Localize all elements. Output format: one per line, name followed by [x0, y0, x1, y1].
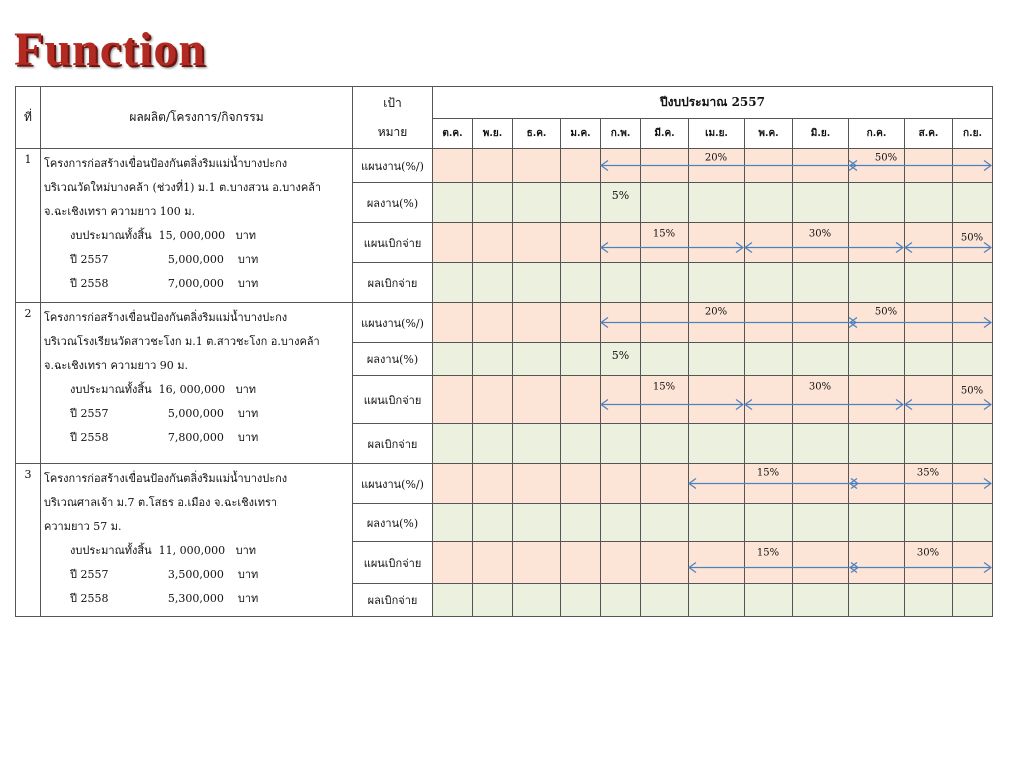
month-cell [473, 263, 513, 303]
month-cell [561, 584, 601, 617]
row-label: ผลงาน(%) [353, 504, 433, 542]
result-percent: 5% [601, 183, 641, 223]
month-cell [849, 183, 905, 223]
month-cell [953, 376, 993, 424]
row-label: แผนเบิกจ่าย [353, 542, 433, 584]
month-cell [745, 149, 793, 183]
month-cell [641, 424, 689, 464]
month-cell [433, 464, 473, 504]
project-budget-line: ปี 2557 5,000,000 บาท [70, 407, 259, 420]
project-description [41, 464, 353, 617]
month-cell [953, 343, 993, 376]
month-cell [641, 303, 689, 343]
month-cell [689, 149, 745, 183]
month-cell [641, 542, 689, 584]
month-cell [601, 303, 641, 343]
percent-label: 15% [756, 547, 780, 559]
month-header: มี.ค. [641, 119, 689, 149]
month-cell [745, 584, 793, 617]
month-cell [513, 183, 561, 223]
month-cell [745, 263, 793, 303]
month-cell [905, 223, 953, 263]
month-cell [905, 376, 953, 424]
month-header: เม.ย. [689, 119, 745, 149]
month-cell [689, 464, 745, 504]
month-cell [601, 424, 641, 464]
percent-label: 35% [916, 467, 940, 479]
percent-label: 50% [874, 152, 898, 164]
month-cell [905, 504, 953, 542]
month-cell [953, 542, 993, 584]
row-label: ผลงาน(%) [353, 183, 433, 223]
month-cell [601, 542, 641, 584]
month-cell [601, 584, 641, 617]
project-budget-line: งบประมาณทั้งสิ้น 15, 000,000 บาท [70, 229, 257, 242]
month-cell [601, 504, 641, 542]
month-cell [513, 149, 561, 183]
month-cell [745, 183, 793, 223]
month-header: มิ.ย. [793, 119, 849, 149]
percent-label: 50% [960, 232, 984, 244]
month-cell [953, 223, 993, 263]
month-cell [561, 542, 601, 584]
month-cell [689, 542, 745, 584]
month-cell [473, 183, 513, 223]
month-cell [849, 584, 905, 617]
month-cell [641, 504, 689, 542]
month-cell [849, 464, 905, 504]
month-cell [473, 504, 513, 542]
month-cell [793, 223, 849, 263]
project-line: บริเวณโรงเรียนวัดสาวชะโงก ม.1 ต.สาวชะโงก อ.บางคล้า [44, 335, 320, 348]
month-cell [433, 584, 473, 617]
header-target-line1: เป้า [383, 95, 402, 110]
month-cell [953, 584, 993, 617]
month-cell [745, 343, 793, 376]
month-header: ก.พ. [601, 119, 641, 149]
month-cell [601, 149, 641, 183]
schedule-table [15, 86, 993, 617]
month-header: ก.ย. [953, 119, 993, 149]
month-cell [641, 464, 689, 504]
month-cell [433, 263, 473, 303]
header-product: ผลผลิต/โครงการ/กิจกรรม [41, 87, 353, 149]
month-cell [849, 263, 905, 303]
month-cell [689, 376, 745, 424]
percent-label: 20% [704, 306, 728, 318]
month-cell [689, 584, 745, 617]
month-cell [473, 584, 513, 617]
month-cell [433, 149, 473, 183]
month-header: พ.ค. [745, 119, 793, 149]
month-cell [745, 376, 793, 424]
month-cell [953, 183, 993, 223]
month-cell [641, 223, 689, 263]
month-cell [849, 149, 905, 183]
month-cell [433, 343, 473, 376]
percent-label: 15% [652, 228, 676, 240]
month-header: ก.ค. [849, 119, 905, 149]
month-cell [561, 263, 601, 303]
month-cell [689, 343, 745, 376]
month-cell [641, 584, 689, 617]
month-cell [513, 343, 561, 376]
project-budget-line: ปี 2557 3,500,000 บาท [70, 568, 259, 581]
project-number: 1 [16, 149, 41, 303]
month-cell [433, 542, 473, 584]
month-cell [849, 542, 905, 584]
month-cell [601, 263, 641, 303]
month-cell [793, 149, 849, 183]
slide-title: Function [14, 23, 207, 76]
month-cell [849, 223, 905, 263]
month-cell [745, 504, 793, 542]
month-cell [561, 343, 601, 376]
project-line: โครงการก่อสร้างเขื่อนป้องกันตลิ่งริมแม่น้ำบางปะกง [44, 472, 288, 485]
month-cell [689, 303, 745, 343]
month-cell [905, 464, 953, 504]
month-header: ธ.ค. [513, 119, 561, 149]
month-cell [905, 584, 953, 617]
month-cell [793, 263, 849, 303]
month-cell [433, 183, 473, 223]
month-cell [849, 424, 905, 464]
month-cell [793, 504, 849, 542]
month-cell [433, 504, 473, 542]
month-cell [745, 223, 793, 263]
month-cell [473, 223, 513, 263]
month-cell [473, 464, 513, 504]
month-cell [953, 149, 993, 183]
project-budget-line: ปี 2558 7,000,000 บาท [70, 277, 259, 290]
month-cell [561, 149, 601, 183]
month-cell [473, 376, 513, 424]
row-label: แผนงาน(%/) [353, 464, 433, 504]
month-cell [793, 542, 849, 584]
month-cell [905, 149, 953, 183]
month-cell [433, 376, 473, 424]
month-cell [561, 303, 601, 343]
month-cell [953, 303, 993, 343]
month-cell [905, 183, 953, 223]
month-cell [793, 303, 849, 343]
month-header: พ.ย. [473, 119, 513, 149]
month-cell [793, 584, 849, 617]
month-cell [641, 343, 689, 376]
month-cell [601, 376, 641, 424]
month-cell [641, 376, 689, 424]
header-fiscal-year: ปีงบประมาณ 2557 [433, 87, 993, 119]
month-cell [561, 424, 601, 464]
month-cell [433, 424, 473, 464]
month-cell [745, 542, 793, 584]
month-cell [513, 263, 561, 303]
month-header: ม.ค. [561, 119, 601, 149]
percent-label: 30% [808, 228, 832, 240]
percent-label: 15% [756, 467, 780, 479]
row-label: แผนงาน(%/) [353, 303, 433, 343]
month-cell [745, 303, 793, 343]
project-budget-line: งบประมาณทั้งสิ้น 16, 000,000 บาท [70, 383, 257, 396]
percent-label: 30% [808, 381, 832, 393]
month-cell [905, 343, 953, 376]
month-cell [561, 223, 601, 263]
project-number: 2 [16, 303, 41, 464]
schedule-row [16, 303, 993, 343]
row-label: แผนเบิกจ่าย [353, 376, 433, 424]
percent-label: 20% [704, 152, 728, 164]
row-label: ผลงาน(%) [353, 343, 433, 376]
month-cell [745, 424, 793, 464]
month-cell [561, 376, 601, 424]
month-cell [905, 542, 953, 584]
project-budget-line: ปี 2557 5,000,000 บาท [70, 253, 259, 266]
month-cell [513, 424, 561, 464]
month-cell [793, 183, 849, 223]
month-cell [953, 504, 993, 542]
month-cell [849, 303, 905, 343]
month-cell [513, 504, 561, 542]
month-cell [953, 424, 993, 464]
month-cell [473, 542, 513, 584]
header-target [353, 87, 433, 149]
month-cell [849, 343, 905, 376]
month-cell [561, 464, 601, 504]
month-cell [905, 303, 953, 343]
month-cell [641, 149, 689, 183]
month-cell [561, 183, 601, 223]
percent-label: 30% [916, 547, 940, 559]
month-cell [689, 263, 745, 303]
month-cell [905, 263, 953, 303]
month-cell [513, 223, 561, 263]
row-label: ผลเบิกจ่าย [353, 424, 433, 464]
month-cell [641, 183, 689, 223]
header-no: ที่ [16, 87, 41, 149]
month-header: ต.ค. [433, 119, 473, 149]
project-description [41, 303, 353, 464]
month-cell [689, 424, 745, 464]
row-label: ผลเบิกจ่าย [353, 584, 433, 617]
percent-label: 15% [652, 381, 676, 393]
month-cell [601, 464, 641, 504]
project-line: โครงการก่อสร้างเขื่อนป้องกันตลิ่งริมแม่น้ำบางปะกง [44, 157, 288, 170]
row-label: แผนงาน(%/) [353, 149, 433, 183]
header-target-line2: หมาย [377, 124, 408, 139]
percent-label: 50% [960, 385, 984, 397]
month-cell [433, 303, 473, 343]
schedule-row [16, 464, 993, 504]
month-cell [513, 464, 561, 504]
month-cell [745, 464, 793, 504]
month-cell [513, 542, 561, 584]
project-budget-line: งบประมาณทั้งสิ้น 11, 000,000 บาท [70, 544, 257, 557]
month-cell [433, 223, 473, 263]
project-budget-line: ปี 2558 5,300,000 บาท [70, 592, 259, 605]
month-cell [473, 303, 513, 343]
result-percent: 5% [601, 343, 641, 376]
project-description [41, 149, 353, 303]
month-cell [513, 303, 561, 343]
month-cell [473, 343, 513, 376]
month-cell [689, 183, 745, 223]
month-cell [561, 504, 601, 542]
month-cell [689, 504, 745, 542]
project-line: จ.ฉะเชิงเทรา ความยาว 90 ม. [44, 359, 189, 372]
month-cell [641, 263, 689, 303]
project-budget-line: ปี 2558 7,800,000 บาท [70, 431, 259, 444]
month-cell [793, 376, 849, 424]
schedule-row [16, 149, 993, 183]
month-cell [473, 424, 513, 464]
project-line: ความยาว 57 ม. [44, 520, 122, 533]
month-cell [905, 424, 953, 464]
month-cell [689, 223, 745, 263]
month-cell [513, 584, 561, 617]
row-label: ผลเบิกจ่าย [353, 263, 433, 303]
project-number: 3 [16, 464, 41, 617]
percent-label: 50% [874, 306, 898, 318]
month-cell [953, 263, 993, 303]
month-header: ส.ค. [905, 119, 953, 149]
project-line: จ.ฉะเชิงเทรา ความยาว 100 ม. [44, 205, 196, 218]
month-cell [513, 376, 561, 424]
month-cell [473, 149, 513, 183]
row-label: แผนเบิกจ่าย [353, 223, 433, 263]
month-cell [793, 464, 849, 504]
month-cell [953, 464, 993, 504]
month-cell [849, 504, 905, 542]
project-line: โครงการก่อสร้างเขื่อนป้องกันตลิ่งริมแม่น้ำบางปะกง [44, 311, 288, 324]
month-cell [601, 223, 641, 263]
project-line: บริเวณวัดใหม่บางคล้า (ช่วงที่1) ม.1 ต.บางสวน อ.บางคล้า [44, 181, 322, 194]
month-cell [793, 424, 849, 464]
project-line: บริเวณศาลเจ้า ม.7 ต.โสธร อ.เมือง จ.ฉะเชิงเทรา [44, 496, 278, 509]
month-cell [793, 343, 849, 376]
month-cell [849, 376, 905, 424]
